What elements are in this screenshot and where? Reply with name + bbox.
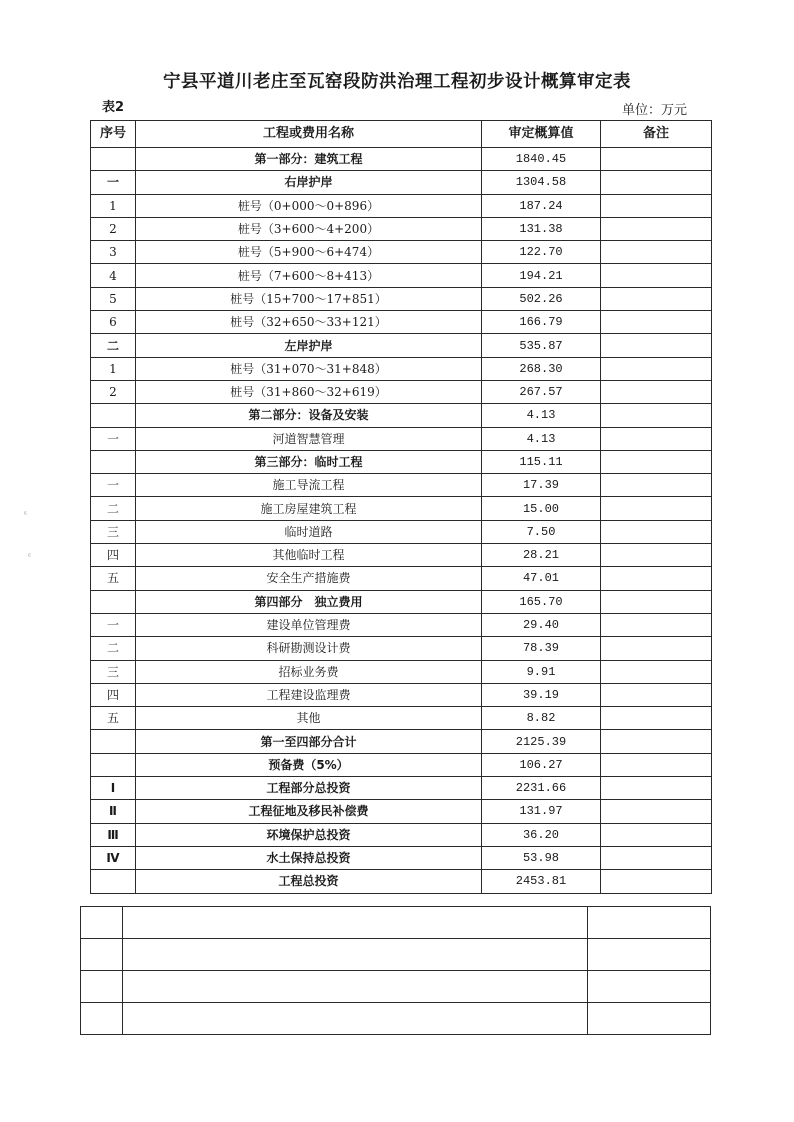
table-row [91,264,712,287]
table-row [91,171,712,194]
row-value: 28.21 [482,544,601,567]
row-name: 其他 [136,707,482,730]
row-value: 17.39 [482,474,601,497]
row-value: 9.91 [482,660,601,683]
row-value: 187.24 [482,194,601,217]
row-no: Ⅳ [91,846,136,869]
row-value: 29.40 [482,613,601,636]
row-no: 4 [91,264,136,287]
row-name: 桩号（32+650～33+121） [136,311,482,334]
table-row [91,800,712,823]
row-no [91,148,136,171]
blank-row [81,907,711,939]
table-row [91,380,712,403]
table-row [91,194,712,217]
header-note: 备注 [601,121,712,148]
row-note [601,660,712,683]
header-name: 工程或费用名称 [136,121,482,148]
table-row [91,870,712,893]
row-no [91,590,136,613]
row-note [601,287,712,310]
document-title: 宁县平道川老庄至瓦窑段防洪治理工程初步设计概算审定表 [163,72,631,92]
table-row [91,217,712,240]
row-no: 一 [91,427,136,450]
row-no: 二 [91,497,136,520]
row-no: 五 [91,707,136,730]
row-name: 河道智慧管理 [136,427,482,450]
row-no: 四 [91,544,136,567]
row-value: 7.50 [482,520,601,543]
row-note [601,590,712,613]
row-value: 267.57 [482,380,601,403]
row-no: 1 [91,194,136,217]
row-name: 工程总投资 [136,870,482,893]
table-row [91,567,712,590]
row-value: 4.13 [482,404,601,427]
table-row [91,613,712,636]
row-note [601,567,712,590]
row-name: 左岸护岸 [136,334,482,357]
row-no [91,870,136,893]
table-row [91,287,712,310]
row-value: 166.79 [482,311,601,334]
row-name: 桩号（3+600～4+200） [136,217,482,240]
row-value: 47.01 [482,567,601,590]
row-name: 桩号（31+860～32+619） [136,380,482,403]
table-row [91,450,712,473]
blank-row [81,971,711,1003]
table-row [91,474,712,497]
row-value: 268.30 [482,357,601,380]
blank-row [81,1003,711,1035]
table-row [91,683,712,706]
row-name: 第四部分 独立费用 [136,590,482,613]
row-value: 4.13 [482,427,601,450]
row-value: 165.70 [482,590,601,613]
row-note [601,241,712,264]
table-row [91,427,712,450]
row-name: 桩号（0+000～0+896） [136,194,482,217]
row-note [601,870,712,893]
row-name: 安全生产措施费 [136,567,482,590]
row-note [601,777,712,800]
row-note [601,171,712,194]
row-value: 15.00 [482,497,601,520]
table-row [91,660,712,683]
table-row [91,357,712,380]
row-note [601,450,712,473]
row-note [601,474,712,497]
row-note [601,148,712,171]
row-name: 工程征地及移民补偿费 [136,800,482,823]
row-no: 一 [91,474,136,497]
budget-table-body [91,121,712,894]
row-no [91,730,136,753]
row-name: 桩号（5+900～6+474） [136,241,482,264]
row-name: 工程建设监理费 [136,683,482,706]
row-note [601,753,712,776]
row-note [601,311,712,334]
table-row [91,404,712,427]
row-value: 502.26 [482,287,601,310]
row-note [601,520,712,543]
table-row [91,637,712,660]
row-no: Ⅰ [91,777,136,800]
row-no: 二 [91,334,136,357]
row-no [91,450,136,473]
budget-table [90,120,712,894]
row-no: 5 [91,287,136,310]
unit-label: 单位：万元 [622,103,688,118]
row-note [601,823,712,846]
row-name: 环境保护总投资 [136,823,482,846]
table-row [91,148,712,171]
table-row [91,730,712,753]
row-note [601,334,712,357]
row-name: 科研勘测设计费 [136,637,482,660]
row-no: 三 [91,520,136,543]
row-value: 106.27 [482,753,601,776]
row-note [601,404,712,427]
table-row [91,520,712,543]
row-value: 122.70 [482,241,601,264]
header-no: 序号 [91,121,136,148]
table-number: 表2 [102,100,125,115]
row-name: 招标业务费 [136,660,482,683]
row-note [601,613,712,636]
table-row [91,334,712,357]
row-no: 三 [91,660,136,683]
row-note [601,217,712,240]
row-name: 预备费（5%） [136,753,482,776]
row-note [601,846,712,869]
row-name: 临时道路 [136,520,482,543]
row-name: 施工房屋建筑工程 [136,497,482,520]
row-no: Ⅲ [91,823,136,846]
row-value: 2125.39 [482,730,601,753]
table-row [91,311,712,334]
row-no [91,404,136,427]
scan-speck: ᵋ [24,510,28,521]
row-value: 8.82 [482,707,601,730]
table-row [91,823,712,846]
row-name: 水土保持总投资 [136,846,482,869]
row-note [601,357,712,380]
table-row [91,241,712,264]
table-row [91,846,712,869]
row-value: 53.98 [482,846,601,869]
row-note [601,800,712,823]
row-no: Ⅱ [91,800,136,823]
row-no: 四 [91,683,136,706]
row-value: 36.20 [482,823,601,846]
row-name: 第二部分：设备及安装 [136,404,482,427]
row-name: 桩号（31+070～31+848） [136,357,482,380]
row-no: 一 [91,171,136,194]
row-no: 2 [91,217,136,240]
row-no: 五 [91,567,136,590]
row-no: 2 [91,380,136,403]
row-note [601,264,712,287]
header-value: 审定概算值 [482,121,601,148]
row-value: 1840.45 [482,148,601,171]
row-name: 桩号（7+600～8+413） [136,264,482,287]
row-no: 二 [91,637,136,660]
row-value: 2453.81 [482,870,601,893]
table-row [91,544,712,567]
row-no: 6 [91,311,136,334]
row-note [601,497,712,520]
row-value: 115.11 [482,450,601,473]
row-name: 第一至四部分合计 [136,730,482,753]
row-name: 右岸护岸 [136,171,482,194]
row-no: 1 [91,357,136,380]
row-name: 其他临时工程 [136,544,482,567]
table-row [91,753,712,776]
table-header-row [91,121,712,148]
row-name: 第三部分：临时工程 [136,450,482,473]
row-note [601,427,712,450]
row-name: 桩号（15+700～17+851） [136,287,482,310]
row-value: 131.97 [482,800,601,823]
scan-speck: ᵋ [28,552,32,563]
blank-row [81,939,711,971]
row-no: 3 [91,241,136,264]
row-value: 39.19 [482,683,601,706]
row-name: 工程部分总投资 [136,777,482,800]
table-row [91,590,712,613]
table-row [91,707,712,730]
blank-rows-table [80,906,711,1035]
row-name: 施工导流工程 [136,474,482,497]
row-value: 131.38 [482,217,601,240]
row-name: 建设单位管理费 [136,613,482,636]
row-value: 2231.66 [482,777,601,800]
row-note [601,194,712,217]
table-row [91,497,712,520]
row-note [601,730,712,753]
row-name: 第一部分：建筑工程 [136,148,482,171]
row-note [601,707,712,730]
row-note [601,380,712,403]
row-note [601,544,712,567]
row-no: 一 [91,613,136,636]
row-value: 535.87 [482,334,601,357]
table-row [91,777,712,800]
row-note [601,637,712,660]
row-value: 194.21 [482,264,601,287]
row-no [91,753,136,776]
row-note [601,683,712,706]
row-value: 78.39 [482,637,601,660]
row-value: 1304.58 [482,171,601,194]
